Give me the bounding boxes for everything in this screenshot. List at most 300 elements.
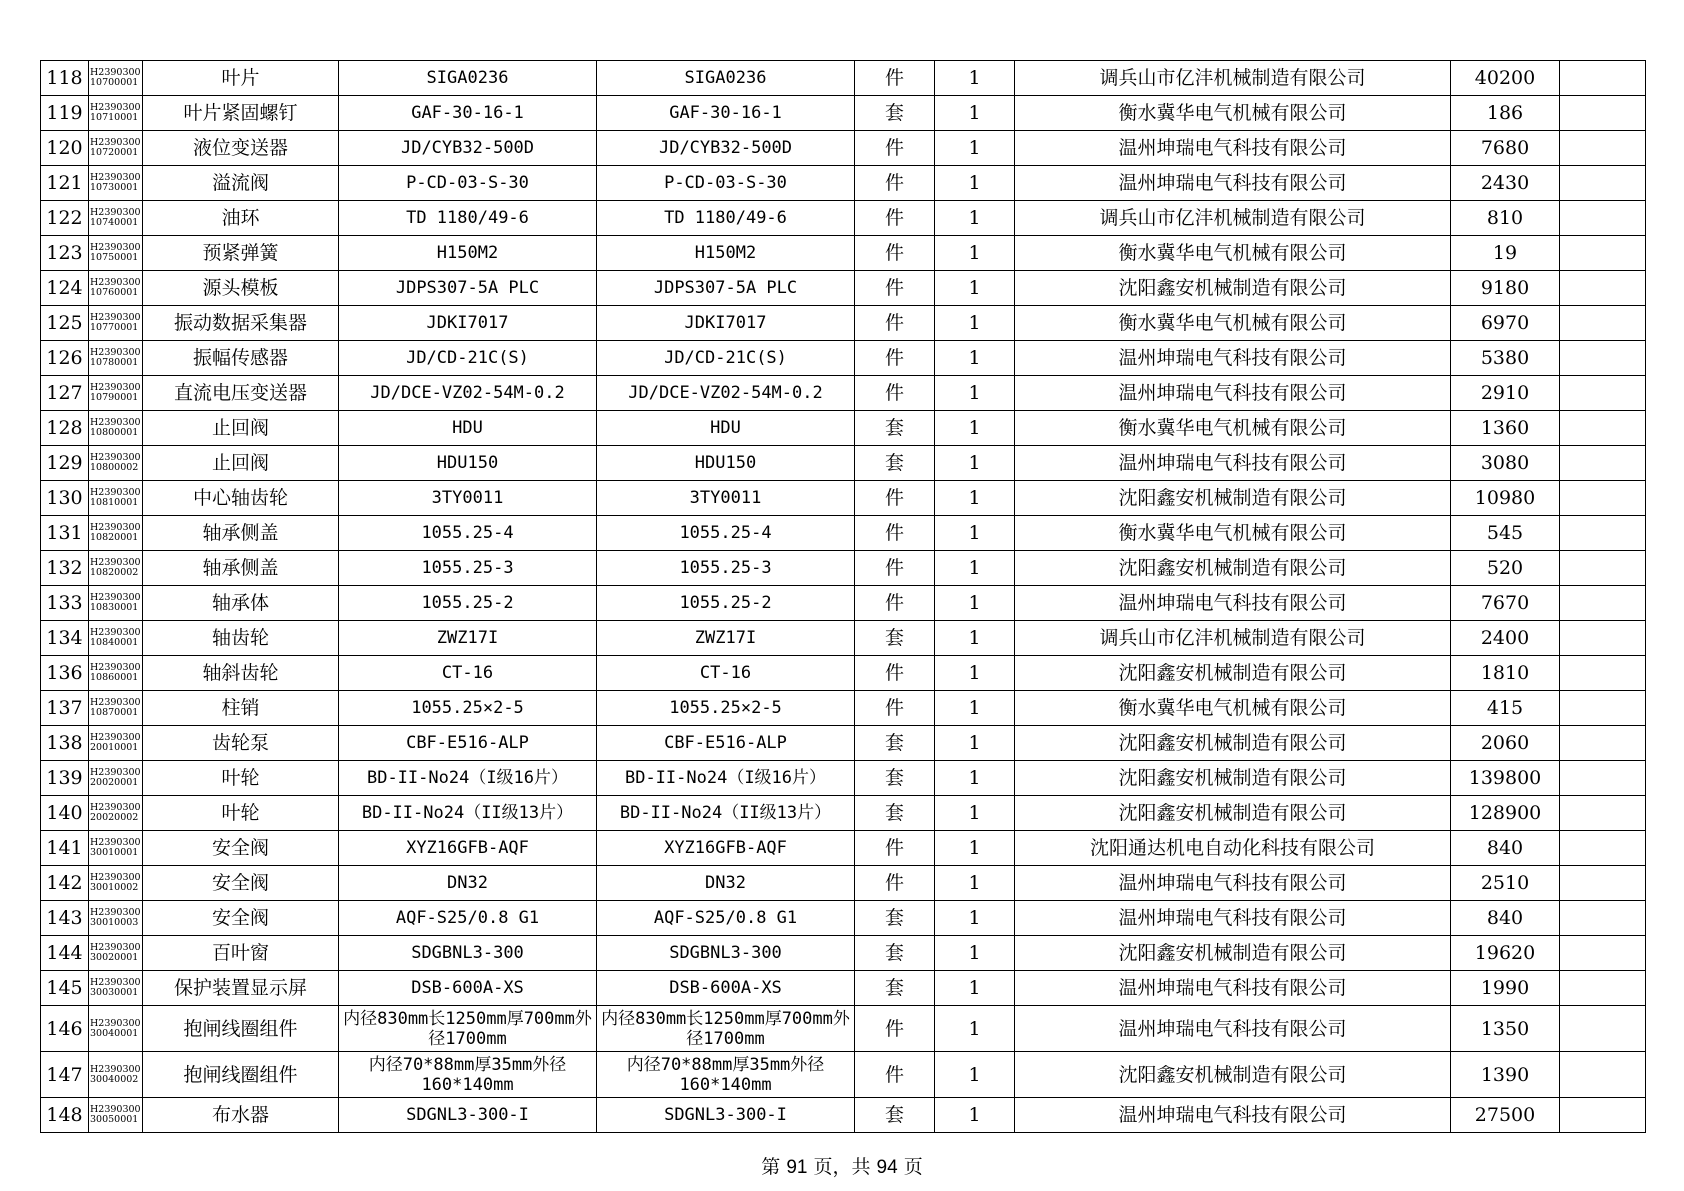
cell-spec: SIGA0236 — [339, 61, 597, 96]
cell-model: 1055.25×2-5 — [597, 691, 855, 726]
cell-name: 中心轴齿轮 — [143, 481, 339, 516]
table-row — [41, 446, 1646, 481]
cell-unit: 套 — [855, 96, 935, 131]
cell-model: 3TY0011 — [597, 481, 855, 516]
cell-price: 1360 — [1451, 411, 1560, 446]
cell-qty: 1 — [935, 866, 1015, 901]
cell-supplier: 温州坤瑞电气科技有限公司 — [1015, 586, 1451, 621]
cell-qty: 1 — [935, 551, 1015, 586]
footer-suffix: 页 — [897, 1156, 923, 1178]
cell-code: H2390300 30010001 — [89, 831, 143, 866]
parts-table — [40, 60, 1646, 1133]
cell-qty: 1 — [935, 201, 1015, 236]
cell-note — [1560, 796, 1646, 831]
cell-code: H2390300 10860001 — [89, 656, 143, 691]
cell-name: 轴承侧盖 — [143, 551, 339, 586]
cell-code: H2390300 10830001 — [89, 586, 143, 621]
cell-supplier: 温州坤瑞电气科技有限公司 — [1015, 166, 1451, 201]
cell-qty: 1 — [935, 761, 1015, 796]
cell-qty: 1 — [935, 971, 1015, 1006]
cell-note — [1560, 481, 1646, 516]
cell-name: 叶片 — [143, 61, 339, 96]
table-row — [41, 936, 1646, 971]
cell-code: H2390300 20020002 — [89, 796, 143, 831]
table-row — [41, 516, 1646, 551]
cell-supplier: 沈阳鑫安机械制造有限公司 — [1015, 551, 1451, 586]
cell-unit: 件 — [855, 1006, 935, 1052]
cell-no: 143 — [41, 901, 89, 936]
cell-unit: 件 — [855, 201, 935, 236]
cell-model: AQF-S25/0.8 G1 — [597, 901, 855, 936]
cell-unit: 件 — [855, 551, 935, 586]
cell-no: 147 — [41, 1052, 89, 1098]
cell-no: 126 — [41, 341, 89, 376]
cell-spec: CT-16 — [339, 656, 597, 691]
cell-unit: 件 — [855, 166, 935, 201]
cell-unit: 套 — [855, 411, 935, 446]
cell-code: H2390300 30020001 — [89, 936, 143, 971]
cell-unit: 件 — [855, 481, 935, 516]
cell-qty: 1 — [935, 621, 1015, 656]
cell-qty: 1 — [935, 236, 1015, 271]
cell-note — [1560, 446, 1646, 481]
cell-supplier: 沈阳鑫安机械制造有限公司 — [1015, 761, 1451, 796]
cell-name: 油环 — [143, 201, 339, 236]
cell-supplier: 温州坤瑞电气科技有限公司 — [1015, 1098, 1451, 1133]
cell-unit: 套 — [855, 936, 935, 971]
cell-name: 保护装置显示屏 — [143, 971, 339, 1006]
cell-unit: 件 — [855, 691, 935, 726]
cell-code: H2390300 10720001 — [89, 131, 143, 166]
cell-no: 133 — [41, 586, 89, 621]
cell-no: 131 — [41, 516, 89, 551]
cell-no: 137 — [41, 691, 89, 726]
table-row — [41, 866, 1646, 901]
cell-model: JD/CD-21C(S) — [597, 341, 855, 376]
cell-unit: 件 — [855, 831, 935, 866]
cell-code: H2390300 10870001 — [89, 691, 143, 726]
cell-note — [1560, 1098, 1646, 1133]
cell-name: 叶轮 — [143, 796, 339, 831]
cell-qty: 1 — [935, 96, 1015, 131]
cell-spec: DSB-600A-XS — [339, 971, 597, 1006]
cell-supplier: 沈阳鑫安机械制造有限公司 — [1015, 796, 1451, 831]
cell-unit: 件 — [855, 376, 935, 411]
cell-spec: H150M2 — [339, 236, 597, 271]
cell-model: 内径70*88mm厚35mm外径160*140mm — [597, 1052, 855, 1098]
cell-model: JDPS307-5A PLC — [597, 271, 855, 306]
footer-middle: 页，共 — [807, 1156, 877, 1178]
cell-price: 9180 — [1451, 271, 1560, 306]
cell-note — [1560, 656, 1646, 691]
cell-note — [1560, 131, 1646, 166]
cell-code: H2390300 10710001 — [89, 96, 143, 131]
cell-qty: 1 — [935, 726, 1015, 761]
cell-price: 186 — [1451, 96, 1560, 131]
cell-no: 148 — [41, 1098, 89, 1133]
cell-name: 源头模板 — [143, 271, 339, 306]
cell-price: 3080 — [1451, 446, 1560, 481]
cell-supplier: 温州坤瑞电气科技有限公司 — [1015, 376, 1451, 411]
cell-code: H2390300 10770001 — [89, 306, 143, 341]
cell-name: 抱闸线圈组件 — [143, 1006, 339, 1052]
cell-note — [1560, 166, 1646, 201]
cell-model: SDGNL3-300-I — [597, 1098, 855, 1133]
cell-name: 安全阀 — [143, 901, 339, 936]
cell-model: H150M2 — [597, 236, 855, 271]
cell-spec: TD 1180/49-6 — [339, 201, 597, 236]
cell-spec: SDGBNL3-300 — [339, 936, 597, 971]
table-row — [41, 1006, 1646, 1052]
cell-price: 128900 — [1451, 796, 1560, 831]
cell-supplier: 衡水冀华电气机械有限公司 — [1015, 236, 1451, 271]
cell-price: 10980 — [1451, 481, 1560, 516]
cell-code: H2390300 10700001 — [89, 61, 143, 96]
cell-no: 122 — [41, 201, 89, 236]
cell-model: ZWZ17I — [597, 621, 855, 656]
cell-name: 安全阀 — [143, 831, 339, 866]
cell-code: H2390300 10730001 — [89, 166, 143, 201]
cell-qty: 1 — [935, 656, 1015, 691]
cell-model: 1055.25-2 — [597, 586, 855, 621]
table-row — [41, 901, 1646, 936]
cell-qty: 1 — [935, 446, 1015, 481]
cell-price: 2060 — [1451, 726, 1560, 761]
cell-code: H2390300 30010002 — [89, 866, 143, 901]
cell-spec: BD-II-No24（I级16片） — [339, 761, 597, 796]
cell-spec: 1055.25-3 — [339, 551, 597, 586]
parts-table-container — [40, 60, 1645, 1133]
cell-name: 轴齿轮 — [143, 621, 339, 656]
cell-name: 止回阀 — [143, 446, 339, 481]
cell-name: 叶轮 — [143, 761, 339, 796]
table-row — [41, 551, 1646, 586]
cell-name: 轴承侧盖 — [143, 516, 339, 551]
cell-price: 7670 — [1451, 586, 1560, 621]
table-row — [41, 586, 1646, 621]
table-row — [41, 621, 1646, 656]
cell-code: H2390300 10790001 — [89, 376, 143, 411]
table-row — [41, 131, 1646, 166]
cell-qty: 1 — [935, 341, 1015, 376]
cell-price: 2910 — [1451, 376, 1560, 411]
table-row — [41, 971, 1646, 1006]
table-row — [41, 201, 1646, 236]
cell-code: H2390300 20010001 — [89, 726, 143, 761]
cell-price: 2510 — [1451, 866, 1560, 901]
cell-name: 百叶窗 — [143, 936, 339, 971]
cell-spec: BD-II-No24（II级13片） — [339, 796, 597, 831]
cell-no: 132 — [41, 551, 89, 586]
table-row — [41, 1052, 1646, 1098]
cell-model: TD 1180/49-6 — [597, 201, 855, 236]
cell-no: 142 — [41, 866, 89, 901]
cell-supplier: 调兵山市亿沣机械制造有限公司 — [1015, 621, 1451, 656]
cell-price: 810 — [1451, 201, 1560, 236]
cell-note — [1560, 341, 1646, 376]
cell-name: 抱闸线圈组件 — [143, 1052, 339, 1098]
cell-unit: 件 — [855, 131, 935, 166]
cell-code: H2390300 10750001 — [89, 236, 143, 271]
cell-no: 124 — [41, 271, 89, 306]
cell-no: 128 — [41, 411, 89, 446]
cell-no: 141 — [41, 831, 89, 866]
cell-code: H2390300 20020001 — [89, 761, 143, 796]
cell-qty: 1 — [935, 831, 1015, 866]
cell-qty: 1 — [935, 481, 1015, 516]
cell-note — [1560, 551, 1646, 586]
cell-price: 415 — [1451, 691, 1560, 726]
cell-unit: 套 — [855, 446, 935, 481]
cell-model: HDU — [597, 411, 855, 446]
cell-supplier: 温州坤瑞电气科技有限公司 — [1015, 866, 1451, 901]
cell-unit: 件 — [855, 341, 935, 376]
cell-qty: 1 — [935, 166, 1015, 201]
cell-qty: 1 — [935, 1006, 1015, 1052]
cell-supplier: 调兵山市亿沣机械制造有限公司 — [1015, 201, 1451, 236]
table-row — [41, 831, 1646, 866]
cell-code: H2390300 10800002 — [89, 446, 143, 481]
cell-price: 840 — [1451, 831, 1560, 866]
cell-note — [1560, 96, 1646, 131]
cell-supplier: 温州坤瑞电气科技有限公司 — [1015, 131, 1451, 166]
cell-spec: HDU — [339, 411, 597, 446]
cell-unit: 套 — [855, 796, 935, 831]
cell-no: 144 — [41, 936, 89, 971]
cell-note — [1560, 866, 1646, 901]
cell-price: 40200 — [1451, 61, 1560, 96]
cell-supplier: 沈阳鑫安机械制造有限公司 — [1015, 1052, 1451, 1098]
cell-note — [1560, 1052, 1646, 1098]
cell-price: 1810 — [1451, 656, 1560, 691]
cell-no: 138 — [41, 726, 89, 761]
table-row — [41, 61, 1646, 96]
cell-name: 轴斜齿轮 — [143, 656, 339, 691]
cell-model: GAF-30-16-1 — [597, 96, 855, 131]
cell-note — [1560, 831, 1646, 866]
page-footer — [0, 1152, 1684, 1179]
cell-model: BD-II-No24（II级13片） — [597, 796, 855, 831]
cell-unit: 套 — [855, 761, 935, 796]
table-row — [41, 306, 1646, 341]
cell-qty: 1 — [935, 586, 1015, 621]
cell-name: 预紧弹簧 — [143, 236, 339, 271]
cell-qty: 1 — [935, 796, 1015, 831]
cell-qty: 1 — [935, 1052, 1015, 1098]
cell-code: H2390300 30040001 — [89, 1006, 143, 1052]
table-row — [41, 481, 1646, 516]
cell-spec: SDGNL3-300-I — [339, 1098, 597, 1133]
cell-spec: JDPS307-5A PLC — [339, 271, 597, 306]
table-row — [41, 1098, 1646, 1133]
cell-name: 布水器 — [143, 1098, 339, 1133]
cell-no: 136 — [41, 656, 89, 691]
cell-supplier: 沈阳鑫安机械制造有限公司 — [1015, 656, 1451, 691]
cell-unit: 套 — [855, 901, 935, 936]
cell-model: 1055.25-4 — [597, 516, 855, 551]
cell-spec: CBF-E516-ALP — [339, 726, 597, 761]
cell-spec: P-CD-03-S-30 — [339, 166, 597, 201]
cell-code: H2390300 10820001 — [89, 516, 143, 551]
cell-supplier: 沈阳鑫安机械制造有限公司 — [1015, 271, 1451, 306]
cell-name: 齿轮泵 — [143, 726, 339, 761]
cell-no: 140 — [41, 796, 89, 831]
cell-model: HDU150 — [597, 446, 855, 481]
cell-note — [1560, 901, 1646, 936]
cell-note — [1560, 376, 1646, 411]
cell-note — [1560, 691, 1646, 726]
cell-spec: DN32 — [339, 866, 597, 901]
cell-supplier: 衡水冀华电气机械有限公司 — [1015, 516, 1451, 551]
cell-spec: JD/DCE-VZ02-54M-0.2 — [339, 376, 597, 411]
cell-name: 振幅传感器 — [143, 341, 339, 376]
cell-spec: HDU150 — [339, 446, 597, 481]
cell-price: 520 — [1451, 551, 1560, 586]
table-row — [41, 761, 1646, 796]
cell-name: 溢流阀 — [143, 166, 339, 201]
cell-code: H2390300 30030001 — [89, 971, 143, 1006]
cell-note — [1560, 271, 1646, 306]
cell-supplier: 沈阳鑫安机械制造有限公司 — [1015, 936, 1451, 971]
cell-note — [1560, 1006, 1646, 1052]
cell-unit: 件 — [855, 61, 935, 96]
cell-spec: XYZ16GFB-AQF — [339, 831, 597, 866]
cell-qty: 1 — [935, 376, 1015, 411]
cell-unit: 套 — [855, 1098, 935, 1133]
cell-supplier: 沈阳鑫安机械制造有限公司 — [1015, 726, 1451, 761]
cell-name: 振动数据采集器 — [143, 306, 339, 341]
cell-supplier: 温州坤瑞电气科技有限公司 — [1015, 446, 1451, 481]
cell-supplier: 温州坤瑞电气科技有限公司 — [1015, 1006, 1451, 1052]
cell-note — [1560, 761, 1646, 796]
cell-note — [1560, 516, 1646, 551]
cell-note — [1560, 201, 1646, 236]
cell-name: 轴承体 — [143, 586, 339, 621]
cell-model: SDGBNL3-300 — [597, 936, 855, 971]
cell-spec: JD/CD-21C(S) — [339, 341, 597, 376]
cell-supplier: 衡水冀华电气机械有限公司 — [1015, 691, 1451, 726]
cell-price: 19 — [1451, 236, 1560, 271]
cell-price: 840 — [1451, 901, 1560, 936]
cell-model: P-CD-03-S-30 — [597, 166, 855, 201]
cell-note — [1560, 936, 1646, 971]
cell-no: 120 — [41, 131, 89, 166]
cell-no: 134 — [41, 621, 89, 656]
cell-spec: 1055.25×2-5 — [339, 691, 597, 726]
cell-code: H2390300 30010003 — [89, 901, 143, 936]
cell-no: 129 — [41, 446, 89, 481]
cell-supplier: 沈阳通达机电自动化科技有限公司 — [1015, 831, 1451, 866]
cell-no: 127 — [41, 376, 89, 411]
cell-supplier: 衡水冀华电气机械有限公司 — [1015, 411, 1451, 446]
cell-note — [1560, 411, 1646, 446]
total-pages-number: 94 — [876, 1157, 898, 1178]
cell-unit: 件 — [855, 656, 935, 691]
cell-no: 118 — [41, 61, 89, 96]
table-row — [41, 726, 1646, 761]
cell-qty: 1 — [935, 936, 1015, 971]
cell-code: H2390300 10800001 — [89, 411, 143, 446]
cell-model: DSB-600A-XS — [597, 971, 855, 1006]
current-page-number: 91 — [786, 1157, 808, 1178]
table-row — [41, 691, 1646, 726]
cell-model: JDKI7017 — [597, 306, 855, 341]
cell-spec: ZWZ17I — [339, 621, 597, 656]
table-row — [41, 796, 1646, 831]
cell-name: 止回阀 — [143, 411, 339, 446]
cell-price: 27500 — [1451, 1098, 1560, 1133]
cell-price: 1390 — [1451, 1052, 1560, 1098]
cell-supplier: 衡水冀华电气机械有限公司 — [1015, 306, 1451, 341]
cell-price: 1990 — [1451, 971, 1560, 1006]
cell-supplier: 沈阳鑫安机械制造有限公司 — [1015, 481, 1451, 516]
cell-model: BD-II-No24（I级16片） — [597, 761, 855, 796]
cell-price: 545 — [1451, 516, 1560, 551]
cell-code: H2390300 30050001 — [89, 1098, 143, 1133]
cell-unit: 件 — [855, 586, 935, 621]
cell-note — [1560, 971, 1646, 1006]
table-row — [41, 236, 1646, 271]
cell-spec: 1055.25-4 — [339, 516, 597, 551]
cell-name: 直流电压变送器 — [143, 376, 339, 411]
cell-spec: 3TY0011 — [339, 481, 597, 516]
cell-price: 2430 — [1451, 166, 1560, 201]
cell-no: 130 — [41, 481, 89, 516]
cell-note — [1560, 306, 1646, 341]
cell-unit: 件 — [855, 1052, 935, 1098]
cell-qty: 1 — [935, 901, 1015, 936]
cell-price: 139800 — [1451, 761, 1560, 796]
cell-supplier: 调兵山市亿沣机械制造有限公司 — [1015, 61, 1451, 96]
cell-spec: AQF-S25/0.8 G1 — [339, 901, 597, 936]
cell-code: H2390300 10780001 — [89, 341, 143, 376]
cell-name: 安全阀 — [143, 866, 339, 901]
cell-no: 139 — [41, 761, 89, 796]
cell-unit: 套 — [855, 726, 935, 761]
cell-unit: 套 — [855, 971, 935, 1006]
table-row — [41, 376, 1646, 411]
cell-note — [1560, 586, 1646, 621]
cell-qty: 1 — [935, 306, 1015, 341]
cell-no: 123 — [41, 236, 89, 271]
cell-spec: GAF-30-16-1 — [339, 96, 597, 131]
cell-unit: 件 — [855, 516, 935, 551]
table-row — [41, 656, 1646, 691]
cell-unit: 件 — [855, 236, 935, 271]
cell-no: 146 — [41, 1006, 89, 1052]
cell-model: 内径830mm长1250mm厚700mm外径1700mm — [597, 1006, 855, 1052]
cell-spec: JD/CYB32-500D — [339, 131, 597, 166]
cell-spec: 内径830mm长1250mm厚700mm外径1700mm — [339, 1006, 597, 1052]
footer-prefix: 第 — [761, 1156, 787, 1178]
cell-no: 119 — [41, 96, 89, 131]
cell-qty: 1 — [935, 61, 1015, 96]
cell-unit: 件 — [855, 306, 935, 341]
cell-qty: 1 — [935, 516, 1015, 551]
cell-qty: 1 — [935, 1098, 1015, 1133]
cell-spec: JDKI7017 — [339, 306, 597, 341]
cell-no: 125 — [41, 306, 89, 341]
cell-unit: 件 — [855, 271, 935, 306]
cell-price: 1350 — [1451, 1006, 1560, 1052]
cell-qty: 1 — [935, 131, 1015, 166]
cell-code: H2390300 10840001 — [89, 621, 143, 656]
cell-model: 1055.25-3 — [597, 551, 855, 586]
cell-supplier: 温州坤瑞电气科技有限公司 — [1015, 971, 1451, 1006]
cell-name: 液位变送器 — [143, 131, 339, 166]
cell-model: DN32 — [597, 866, 855, 901]
table-row — [41, 411, 1646, 446]
